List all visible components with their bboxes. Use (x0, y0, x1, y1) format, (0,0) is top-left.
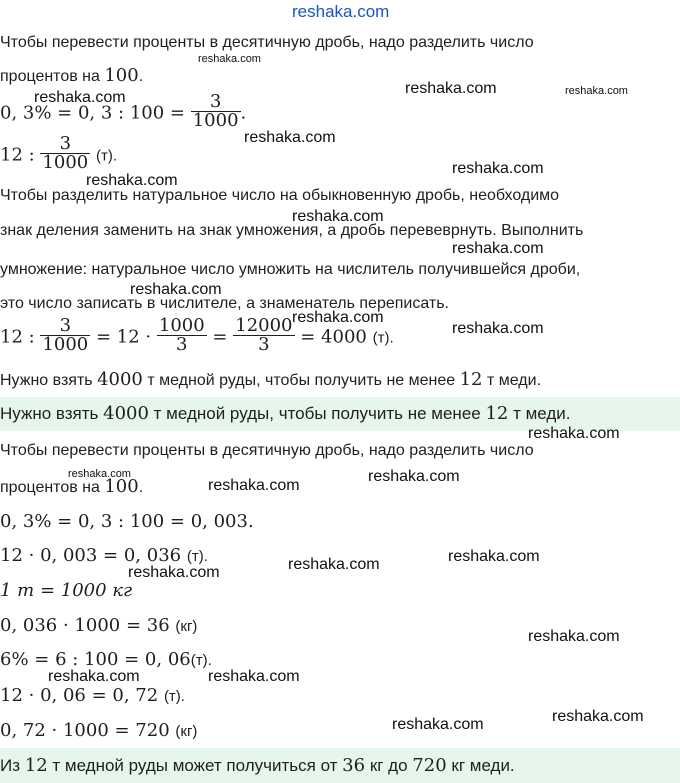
watermark: reshaka.com (565, 85, 628, 97)
percent-rule-continuation: процентов на 100. (0, 65, 144, 86)
watermark: reshaka.com (128, 564, 220, 581)
calc-line-6: 12 · 0, 06 = 0, 72 (т). (0, 685, 185, 706)
watermark: reshaka.com (552, 708, 644, 725)
watermark: reshaka.com (452, 160, 544, 177)
fraction-calc-3: $\frac{12000}{3}$ (235, 315, 293, 355)
division-rule-line-1: Чтобы разделить натуральное число на обыкновенную дробь, необходимо (0, 187, 560, 204)
site-header-link[interactable]: reshaka.com (292, 2, 390, 21)
calc-line-1: 0, 3% = 0, 3 : 100 = 0, 003. (0, 511, 254, 532)
watermark: reshaka.com (528, 425, 620, 442)
hundred-value: 100 (104, 65, 139, 86)
calc-line-5: 6% = 6 : 100 = 0, 06(т). (0, 649, 212, 670)
percent-rule-text-2: Чтобы перевести проценты в десятичную дробь, надо разделить число (0, 442, 534, 459)
equation-percent-to-fraction: 0, 3% = 0, 3 : 100 = $\frac{3}{1000}$ . (0, 91, 247, 131)
watermark: reshaka.com (405, 80, 497, 97)
watermark: reshaka.com (368, 468, 460, 485)
answer-band-2 (0, 748, 680, 783)
division-rule-line-4: это число записать в числителе, а знаменатель переписать. (0, 295, 450, 312)
fraction-3-over-1000: $\frac{3}{1000}$ (192, 91, 239, 131)
calc-line-3: 1 т = 1000 кг (0, 580, 133, 601)
watermark: reshaka.com (392, 716, 484, 733)
answer-1-text: Нужно взять 4000 т медной руды, чтобы получить не менее 12 т меди. (0, 403, 571, 424)
watermark: reshaka.com (86, 172, 178, 189)
fraction-3-over-1000-b: $\frac{3}{1000}$ (42, 133, 89, 173)
watermark: reshaka.com (292, 309, 384, 326)
watermark: reshaka.com (34, 89, 126, 106)
watermark: reshaka.com (528, 628, 620, 645)
watermark: reshaka.com (208, 477, 300, 494)
watermark: reshaka.com (452, 240, 544, 257)
calc-line-4: 0, 036 · 1000 = 36 (кг) (0, 615, 198, 636)
fraction-calc-1: $\frac{3}{1000}$ (42, 315, 89, 355)
percent-rule-continuation-2: процентов на 100. (0, 476, 144, 497)
fraction-calc-2: $\frac{1000}{3}$ (158, 315, 205, 355)
watermark: reshaka.com (68, 468, 131, 480)
equation-division-calculation: 12 : $\frac{3}{1000}$ = 12 · $\frac{1000}{3}$ = $\frac{12000}{3}$ = 4000 (т). (0, 315, 394, 355)
watermark: reshaka.com (244, 129, 336, 146)
percent-rule-text: Чтобы перевести проценты в десятичную дробь, надо разделить число (0, 34, 534, 51)
watermark: reshaka.com (452, 320, 544, 337)
answer-2-text: Из 12 т медной руды может получиться от 36 кг до 720 кг меди. (0, 755, 515, 776)
watermark: reshaka.com (130, 281, 222, 298)
equation-12-div-fraction: 12 : $\frac{3}{1000}$ (т). (0, 133, 118, 173)
watermark: reshaka.com (198, 53, 261, 65)
watermark: reshaka.com (288, 556, 380, 573)
watermark: reshaka.com (208, 668, 300, 685)
conclusion-text: Нужно взять 4000 т медной руды, чтобы получить не менее 12 т меди. (0, 369, 542, 390)
watermark: reshaka.com (48, 668, 140, 685)
division-rule-line-3: умножение: натуральное число умножить на числитель получившейся дроби, (0, 261, 581, 278)
watermark: reshaka.com (292, 208, 384, 225)
watermark: reshaka.com (448, 548, 540, 565)
division-rule-line-2: знак деления заменить на знак умножения, а дробь перевеврнуть. Выполнить (0, 222, 584, 239)
calc-line-2: 12 · 0, 003 = 0, 036 (т). (0, 545, 208, 566)
calc-line-7: 0, 72 · 1000 = 720 (кг) (0, 720, 198, 741)
